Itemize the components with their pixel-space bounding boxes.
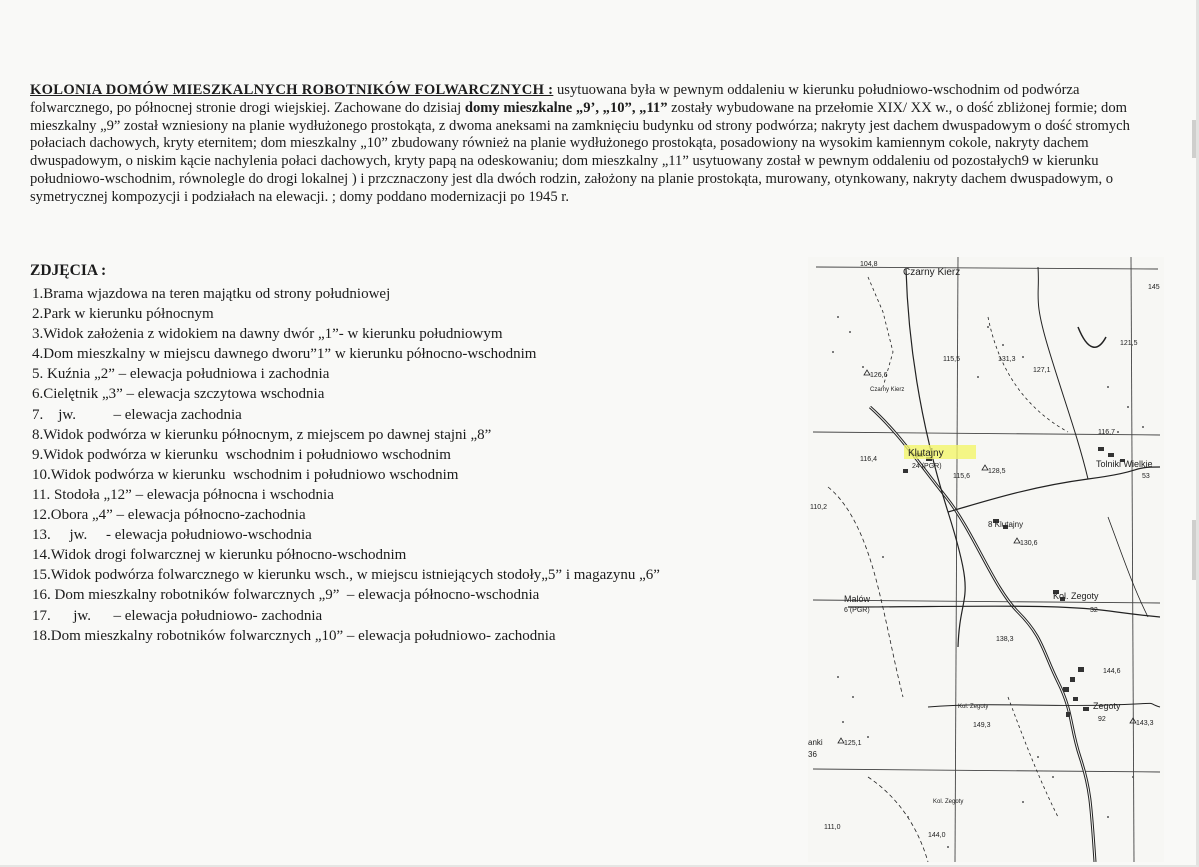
label-e1383: 138,3 [996,636,1014,643]
photo-item-9: 9.Widok podwórza w kierunku wschodnim i południowo wschodnim [32,446,451,463]
label-e1265: 126,6 [870,372,888,379]
label-e1251: 125,1 [844,740,862,747]
label-n53: 53 [1142,473,1150,480]
photo-item-4: 4.Dom mieszkalny w miejscu dawnego dworu”1” w kierunku północno-wschodnim [32,346,537,363]
label-e1110: 111,0 [824,824,841,831]
label-tolniki-wielkie: Tolniki Wielkie [1096,459,1153,469]
scan-edge-mark-top [1192,120,1197,158]
photo-list [32,284,660,646]
label-czarny-kierz-top: Czarny Kierz [903,267,961,278]
label-kol-zegoty-bottom: Kol. Zegoty [933,799,964,805]
label-e1164: 116,4 [860,456,877,463]
label-e104: 104,8 [860,261,878,268]
label-n92: 92 [1098,716,1106,723]
photo-item-18: 18.Dom mieszkalny robotników folwarcznych „10” – elewacja południowo- zachodnia [32,627,556,644]
label-e1433: 143,3 [1136,720,1154,727]
label-e1102: 110,2 [810,504,827,511]
label-e1167: 116,7 [1098,429,1115,436]
label-e1440: 144,0 [928,832,946,839]
label-malow: Malów [844,594,871,604]
intro-text-after: zostały wybudowane na przełomie XIX/ XX w., o dość zbliżonej formie; dom mieszkalny „9” został wzniesiony na planie wydłużonego prostokąta, z dwoma aneksami na zamknięciu budynku od strony podwórza; nakryty jest dachem dwuspadowym o dość stromych połaciach dachowych, kryty eternitem; dom mieszkalny „10” zbudowany również na planie wydłużonego prostokąta, posadowiony na wysokim kamiennym cokole, nakryty dachem dwuspadowym, o niskim kącie nachylenia połaci dachowych, kryty papą na odeskowaniu; dom mieszkalny „11” usytuowany został w pewnym oddaleniu od pozostałych9 w kierunku południowo-wschodnim, równolegle do drogi lokalnej ) i przcznaczony jest dla dwóch rodzin, założony na planie prostokąta, murowany, otynkowany, nakryty dachem dwuspadowym, o symetrycznej kompozycji i podziałach na elewacji. ; domy poddano modernizacji po 1945 r. [30,99,1130,205]
photos-title: ZDJĘCIA : [30,262,107,279]
label-czarny-kierz-small: Czarny Kierz [870,387,905,393]
photo-item-13: 13. jw. - elewacja południowo-wschodnia [32,527,312,544]
label-e1215: 121,5 [1120,340,1138,347]
photo-item-12: 12.Obora „4” – elewacja północno-zachodnia [32,507,306,524]
photo-item-10: 10.Widok podwórza w kierunku wschodnim i południowo wschodnim [32,466,459,483]
label-e1306: 130,6 [1020,540,1038,547]
photo-item-6: 6.Cielętnik „3” – elewacja szczytowa wschodnia [32,386,325,403]
photo-item-3: 3.Widok założenia z widokiem na dawny dwór „1”- w kierunku południowym [32,326,503,343]
photo-item-17: 17. jw. – elewacja południowo- zachodnia [32,607,323,624]
label-klutajny-8: 8 Klutajny [988,520,1024,529]
photo-item-8: 8.Widok podwórza w kierunku północnym, z miejscem po dawnej stajni „8” [32,426,492,443]
intro-text-before: usytuowana była w pewnym oddaleniu w kierunku południowo-wschodnim od podwórza folwarcznego, po północnej stronie drogi wiejskiej. Zachowane do dzisiaj [30,82,1080,116]
label-pgr-6: 6 (PGR) [844,607,870,614]
photo-item-1: 1.Brama wjazdowa na teren majątku od strony południowej [32,286,391,302]
photo-item-2: 2.Park w kierunku północnym [32,306,214,323]
label-e1493: 149,3 [973,722,991,729]
photo-item-5: 5. Kuźnia „2” – elewacja południowa i zachodnia [32,366,330,383]
map-canvas [808,257,1164,862]
intro-paragraph [30,82,1150,207]
topographic-map [808,257,1164,862]
label-n32: 32 [1090,607,1098,614]
intro-emphasis: domy mieszkalne „9’, „10”, „11” [464,99,668,116]
photo-item-15: 15.Widok podwórza folwarcznego w kierunku wsch., w miejscu istniejących stodoły„5” i magazynu „6” [32,567,660,584]
photo-item-14: 14.Widok drogi folwarcznej w kierunku północno-wschodnim [32,547,407,564]
label-e1313: 131,3 [998,356,1016,363]
scan-edge-mark-bottom [1192,520,1197,580]
section-heading: KOLONIA DOMÓW MIESZKALNYCH ROBOTNIKÓW FOLWARCZNYCH : [30,82,554,98]
label-e1285: 128,5 [988,468,1006,475]
label-e1155: 115,5 [943,356,960,363]
label-kol-zegoty-small: Kol. Zegoty [958,704,989,710]
label-pgr-24: 24 (PGR) [912,463,942,470]
label-e1446: 144,6 [1103,668,1121,675]
label-zegoty: Zegoty [1093,701,1121,711]
photo-item-16: 16. Dom mieszkalny robotników folwarcznych „9” – elewacja północno-wschodnia [32,587,540,604]
label-kol-zegoty: Kol. Zegoty [1053,591,1099,601]
label-anki: anki [808,738,823,747]
label-e1156: 115,6 [953,473,970,480]
photo-item-7: 7. jw. – elewacja zachodnia [32,406,242,423]
label-klutajny: Klutajny [908,448,944,459]
label-e1271: 127,1 [1033,367,1051,374]
label-n36: 36 [808,750,817,759]
photo-item-11: 11. Stodoła „12” – elewacja północna i wschodnia [32,486,334,503]
label-e145: 145 [1148,284,1160,291]
